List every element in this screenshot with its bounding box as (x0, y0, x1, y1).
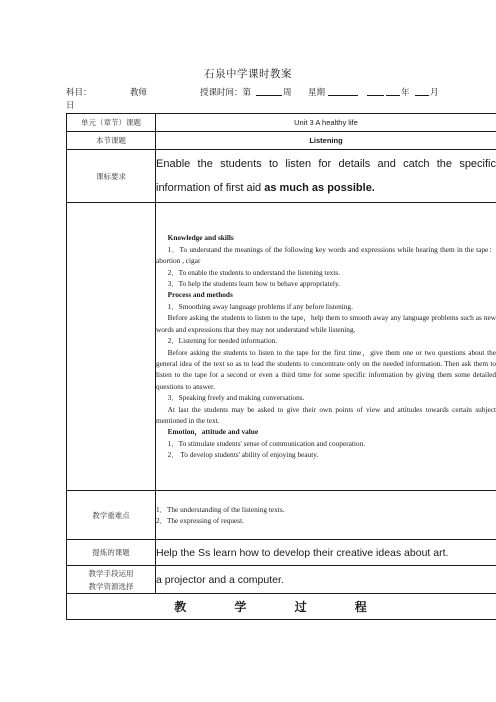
subject-label: 科目： (66, 88, 92, 98)
requirement-text (156, 150, 496, 203)
teacher-label: 教师 (130, 88, 148, 98)
tools-row (67, 566, 496, 594)
process-item-2: 2．Listening for needed information. (167, 336, 278, 346)
process-title-row (67, 594, 496, 620)
difficulty-item-2: 2．The expressing of request. (156, 516, 244, 525)
lesson-label: 本节课题 (67, 132, 156, 150)
tools-value: a projector and a computer. (156, 566, 496, 594)
knowledge-item-3: 3．To help the students learn how to behave appropriately. (167, 279, 340, 289)
page-title: 石泉中学课时教案 (204, 68, 292, 80)
course-label: 提炼的课题 (67, 540, 156, 566)
objectives-label (67, 203, 156, 491)
process-item-1-detail: Before asking the students to listen to the tape，help them to smooth away any language problems such as new words and expressions that they may not understand while listening. (156, 313, 496, 334)
difficulty-row (67, 491, 496, 540)
objectives-row (67, 203, 496, 491)
requirement-line-1: Enable the students to listen for details and catch the specific (156, 158, 496, 170)
weekday-label: 星期 (308, 88, 326, 98)
requirement-emphasis: as much as possible. (261, 182, 375, 194)
course-row (67, 540, 496, 566)
lesson-row (67, 132, 496, 150)
year-number-blank (386, 86, 400, 96)
knowledge-heading: Knowledge and skills (167, 233, 234, 243)
course-value: Help the Ss learn how to develop their creative ideas about art. (156, 540, 496, 566)
knowledge-item-1: 1．To understand the meanings of the following key words and expressions while hearing them in the tape： abortion , cigar (156, 244, 496, 266)
emotion-item-2: 2． To develop students' ability of enjoying beauty. (167, 450, 319, 460)
emotion-item-1: 1．To stimulate students' sense of communication and cooperation. (167, 438, 366, 448)
difficulty-text (156, 491, 496, 540)
requirement-label: 课标要求 (67, 150, 156, 203)
year-label: 年 (401, 88, 410, 98)
month-label: 月 (430, 88, 439, 98)
year-blank (367, 86, 384, 96)
time-label: 授课时间：第 (200, 88, 252, 98)
difficulty-label: 教学重难点 (67, 491, 156, 540)
day-label: 日 (66, 101, 75, 111)
process-item-3: 3．Speaking freely and making conversations. (167, 393, 305, 403)
difficulty-item-1: 1．The understanding of the listening texts. (156, 504, 285, 514)
process-heading: Process and methods (167, 290, 233, 300)
process-item-3-detail: At last the students may be asked to give their own points of view and attitudes towards certain subject mentioned in the text. (156, 404, 496, 425)
process-item-1: 1．Smoothing away language problems if any before listening. (167, 301, 353, 311)
process-title: 教 学 过 程 (67, 594, 496, 620)
unit-value: Unit 3 A healthy life (156, 114, 496, 132)
lesson-value: Listening (156, 132, 496, 150)
week-number-blank (256, 86, 282, 96)
emotion-heading: Emotion，attitude and value (167, 427, 259, 437)
weekday-blank (328, 86, 358, 96)
unit-label: 单元（章节）课题 (67, 114, 156, 132)
knowledge-item-2: 2．To enable the students to understand the listening texts. (167, 267, 341, 277)
requirement-line-2: information of first aid (156, 182, 262, 194)
tools-label-line-1: 教学手段运用 (88, 568, 134, 578)
tools-label-line-2: 教学资源选择 (88, 581, 134, 591)
week-label: 周 (283, 88, 292, 98)
unit-row (67, 114, 496, 132)
process-item-2-detail: Before asking the students to listen to the tape for the first time，give them one or two questions about the general idea of the text so as to lead the students to concentrate only on the needed information. Then ask them to listen to the tape for a second or even a third time for some specific information by giving them some detailed questions to answer. (156, 347, 496, 391)
objectives-text (156, 203, 496, 491)
requirement-row (67, 150, 496, 203)
tools-label (67, 566, 156, 594)
lesson-plan-table (66, 113, 496, 620)
